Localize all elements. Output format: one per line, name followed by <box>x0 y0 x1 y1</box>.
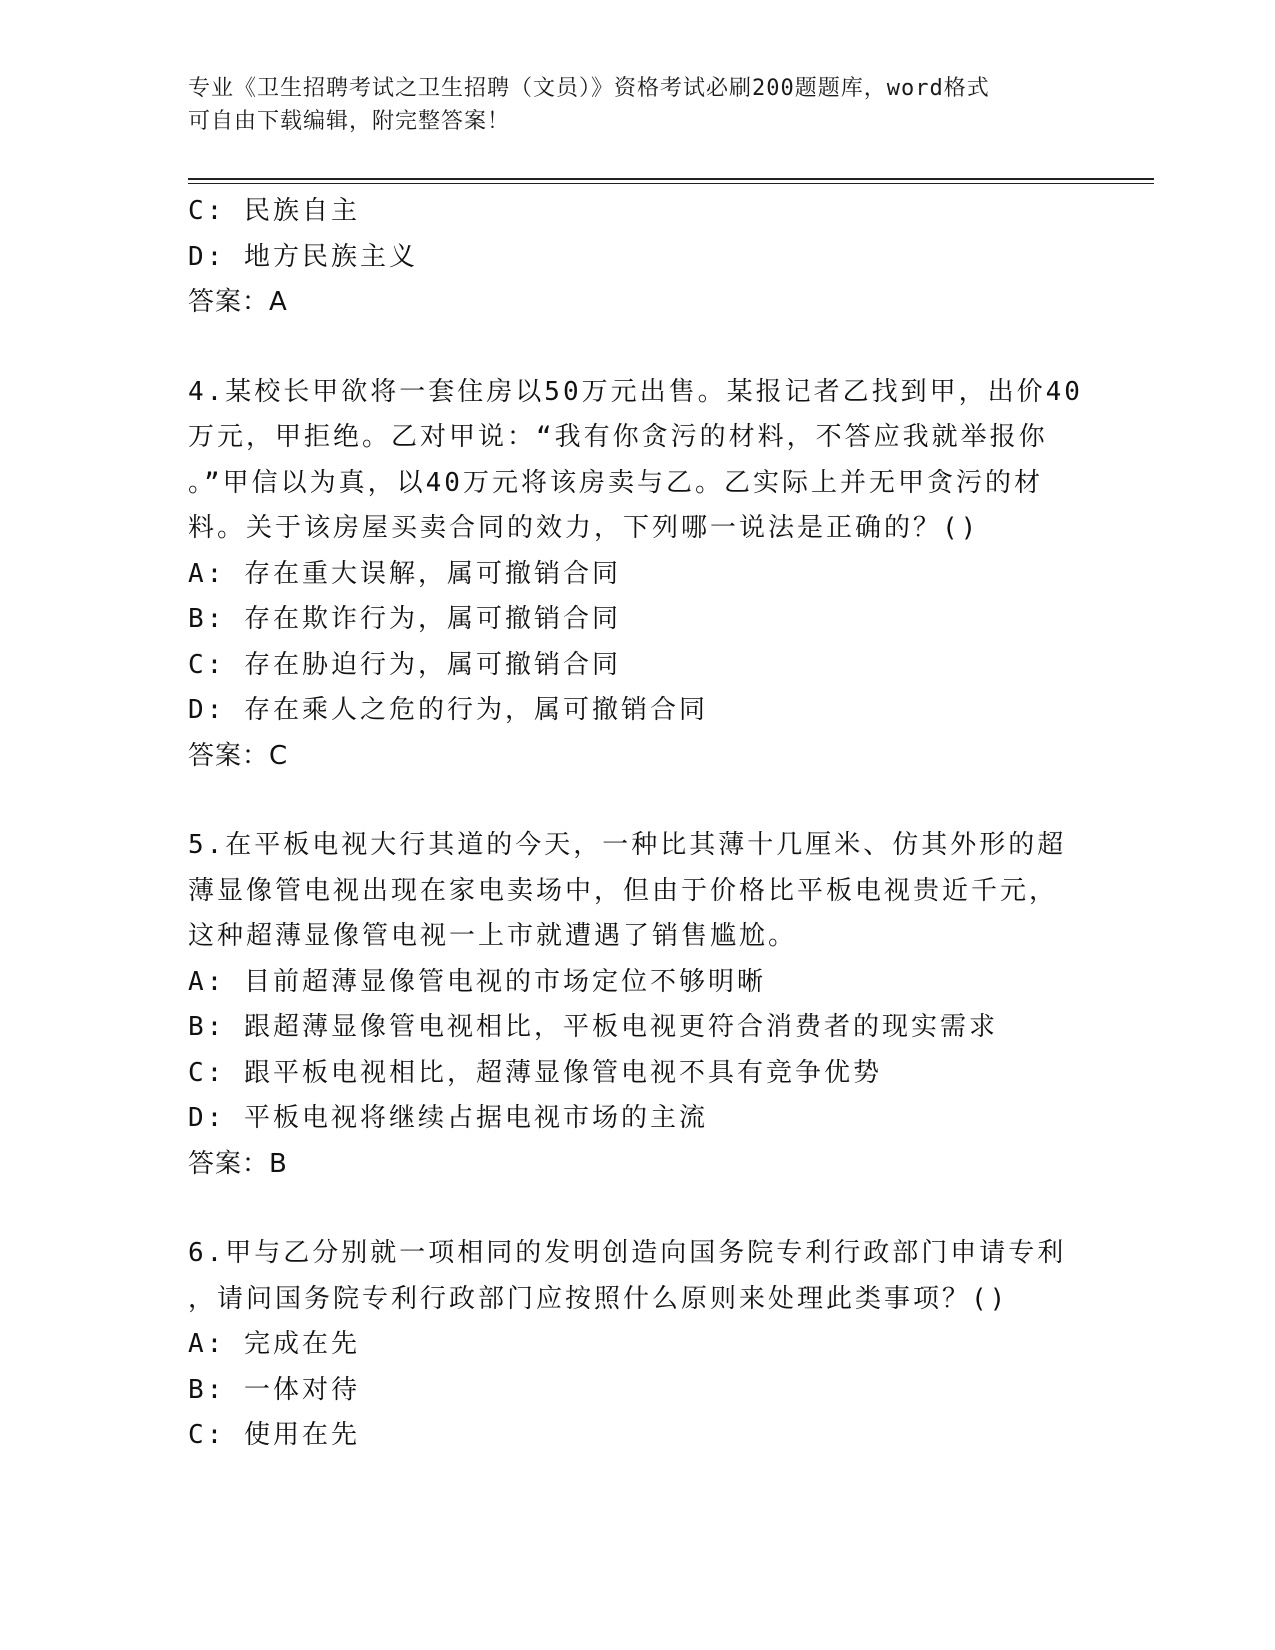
header-line-1: 专业《卫生招聘考试之卫生招聘（文员）》资格考试必刷200题题库，word格式 <box>188 76 990 101</box>
option-c: C: 民族自主 <box>188 196 360 226</box>
question-stem-line: 5.在平板电视大行其道的今天，一种比其薄十几厘米、仿其外形的超 <box>188 830 1067 860</box>
question-spacer <box>188 1187 1088 1231</box>
option-a: A: 完成在先 <box>188 1329 360 1359</box>
question-6-block <box>188 1231 1088 1459</box>
question-5-block <box>188 823 1088 1187</box>
question-stem-line: ，请问国务院专利行政部门应按照什么原则来处理此类事项？() <box>188 1283 1009 1314</box>
header-line-2: 可自由下载编辑，附完整答案！ <box>188 109 511 134</box>
question-stem-line: 万元，甲拒绝。乙对甲说：“我有你贪污的材料，不答应我就举报你 <box>188 422 1048 452</box>
option-b: B: 一体对待 <box>188 1374 360 1405</box>
answer-line: 答案：B <box>188 1148 288 1179</box>
question-stem-line: 这种超薄显像管电视一上市就遭遇了销售尴尬。 <box>188 921 798 951</box>
question-spacer <box>188 779 1088 823</box>
answer-line: 答案：C <box>188 740 289 771</box>
option-b: B: 存在欺诈行为，属可撤销合同 <box>188 604 621 634</box>
option-a: A: 目前超薄显像管电视的市场定位不够明晰 <box>188 966 766 997</box>
question-stem-line: 。”甲信以为真，以40万元将该房卖与乙。乙实际上并无甲贪污的材 <box>188 467 1043 498</box>
question-4-block <box>188 370 1088 780</box>
header-divider-thick <box>188 178 1154 180</box>
option-d: D: 平板电视将继续占据电视市场的主流 <box>188 1103 708 1133</box>
option-b: B: 跟超薄显像管电视相比，平板电视更符合消费者的现实需求 <box>188 1012 998 1042</box>
question-stem-line: 6.甲与乙分别就一项相同的发明创造向国务院专利行政部门申请专利 <box>188 1238 1067 1268</box>
option-a: A: 存在重大误解，属可撤销合同 <box>188 558 621 589</box>
question-stem-line: 薄显像管电视出现在家电卖场中，但由于价格比平板电视贵近千元， <box>188 875 1059 906</box>
option-d: D: 存在乘人之危的行为，属可撤销合同 <box>188 695 708 725</box>
question-stem-line: 料。关于该房屋买卖合同的效力，下列哪一说法是正确的？() <box>188 513 980 543</box>
option-c: C: 使用在先 <box>188 1420 360 1450</box>
option-d: D: 地方民族主义 <box>188 241 418 272</box>
question-stem-line: 4.某校长甲欲将一套住房以50万元出售。某报记者乙找到甲，出价40 <box>188 376 1083 407</box>
question-3-block <box>188 189 1088 326</box>
answer-line: 答案：A <box>188 287 288 317</box>
option-c: C: 存在胁迫行为，属可撤销合同 <box>188 649 621 680</box>
document-body <box>188 189 1088 1459</box>
question-spacer <box>188 326 1088 370</box>
document-header <box>188 72 1088 138</box>
header-divider-thin <box>188 183 1154 184</box>
option-c: C: 跟平板电视相比，超薄显像管电视不具有竞争优势 <box>188 1057 882 1088</box>
